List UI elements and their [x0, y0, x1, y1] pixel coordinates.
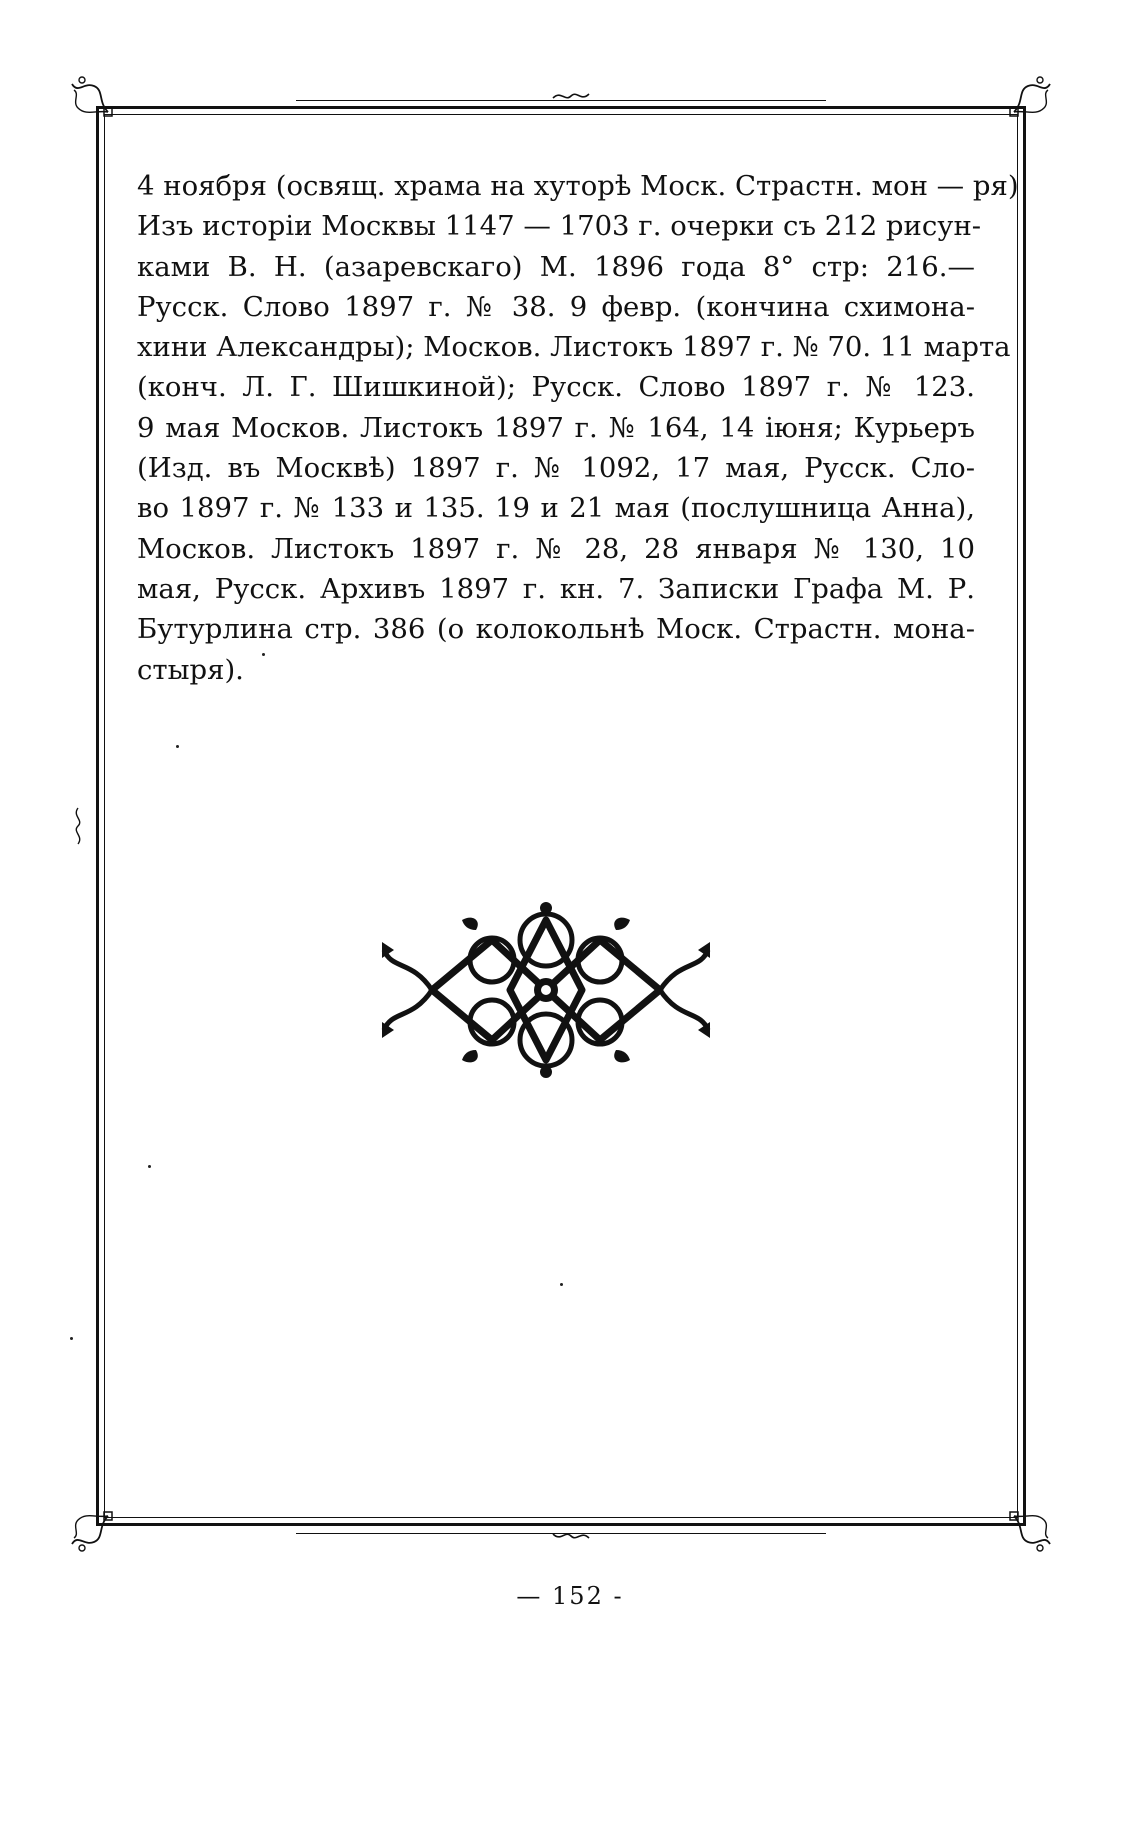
top-mini-ornament-icon: [551, 90, 591, 102]
corner-flourish-icon: [68, 1510, 114, 1556]
ornamental-vignette-icon: [372, 900, 720, 1080]
text-line: Москов. Листокъ 1897 г. № 28, 28 января № 130, 10: [137, 532, 975, 565]
text-line: ками В. Н. (азаревскаго) М. 1896 года 8° стр: 216.—: [137, 250, 975, 283]
text-line: (конч. Л. Г. Шишкиной); Русск. Слово 1897 г. № 123.: [137, 371, 975, 404]
text-line: (Изд. въ Москвѣ) 1897 г. № 1092, 17 мая, Русск. Сло-: [137, 452, 975, 485]
bottom-mini-ornament-icon: [551, 1530, 591, 1542]
text-line: во 1897 г. № 133 и 135. 19 и 21 мая (послушница Анна),: [137, 492, 975, 525]
text-line: Бутурлина стр. 386 (о колокольнѣ Моск. Страстн. мона-: [137, 613, 975, 646]
scan-speck: [262, 653, 265, 656]
text-line: 4 ноября (освящ. храма на хуторѣ Моск. Страстн. мон — ря): [137, 170, 1019, 202]
text-line: Изъ исторіи Москвы 1147 — 1703 г. очерки съ 212 рисун-: [137, 210, 982, 243]
scan-speck: [560, 1283, 563, 1286]
side-ornament-icon: [72, 806, 84, 846]
corner-flourish-icon: [1008, 72, 1054, 118]
scan-speck: [176, 745, 179, 748]
corner-flourish-icon: [68, 72, 114, 118]
text-line: хини Александры); Москов. Листокъ 1897 г. № 70. 11 марта: [137, 331, 1011, 364]
scan-speck: [148, 1165, 151, 1168]
text-line: Русск. Слово 1897 г. № 38. 9 февр. (кончина схимона-: [137, 290, 975, 323]
text-line: 9 мая Москов. Листокъ 1897 г. № 164, 14 іюня; Курьеръ: [137, 411, 975, 444]
text-line: стыря).: [137, 653, 244, 686]
scan-speck: [70, 1337, 73, 1340]
corner-flourish-icon: [1008, 1510, 1054, 1556]
page-number: — 152 -: [516, 1582, 624, 1610]
body-text: [137, 166, 1019, 690]
text-line: мая, Русск. Архивъ 1897 г. кн. 7. Записки Графа М. Р.: [137, 572, 975, 605]
